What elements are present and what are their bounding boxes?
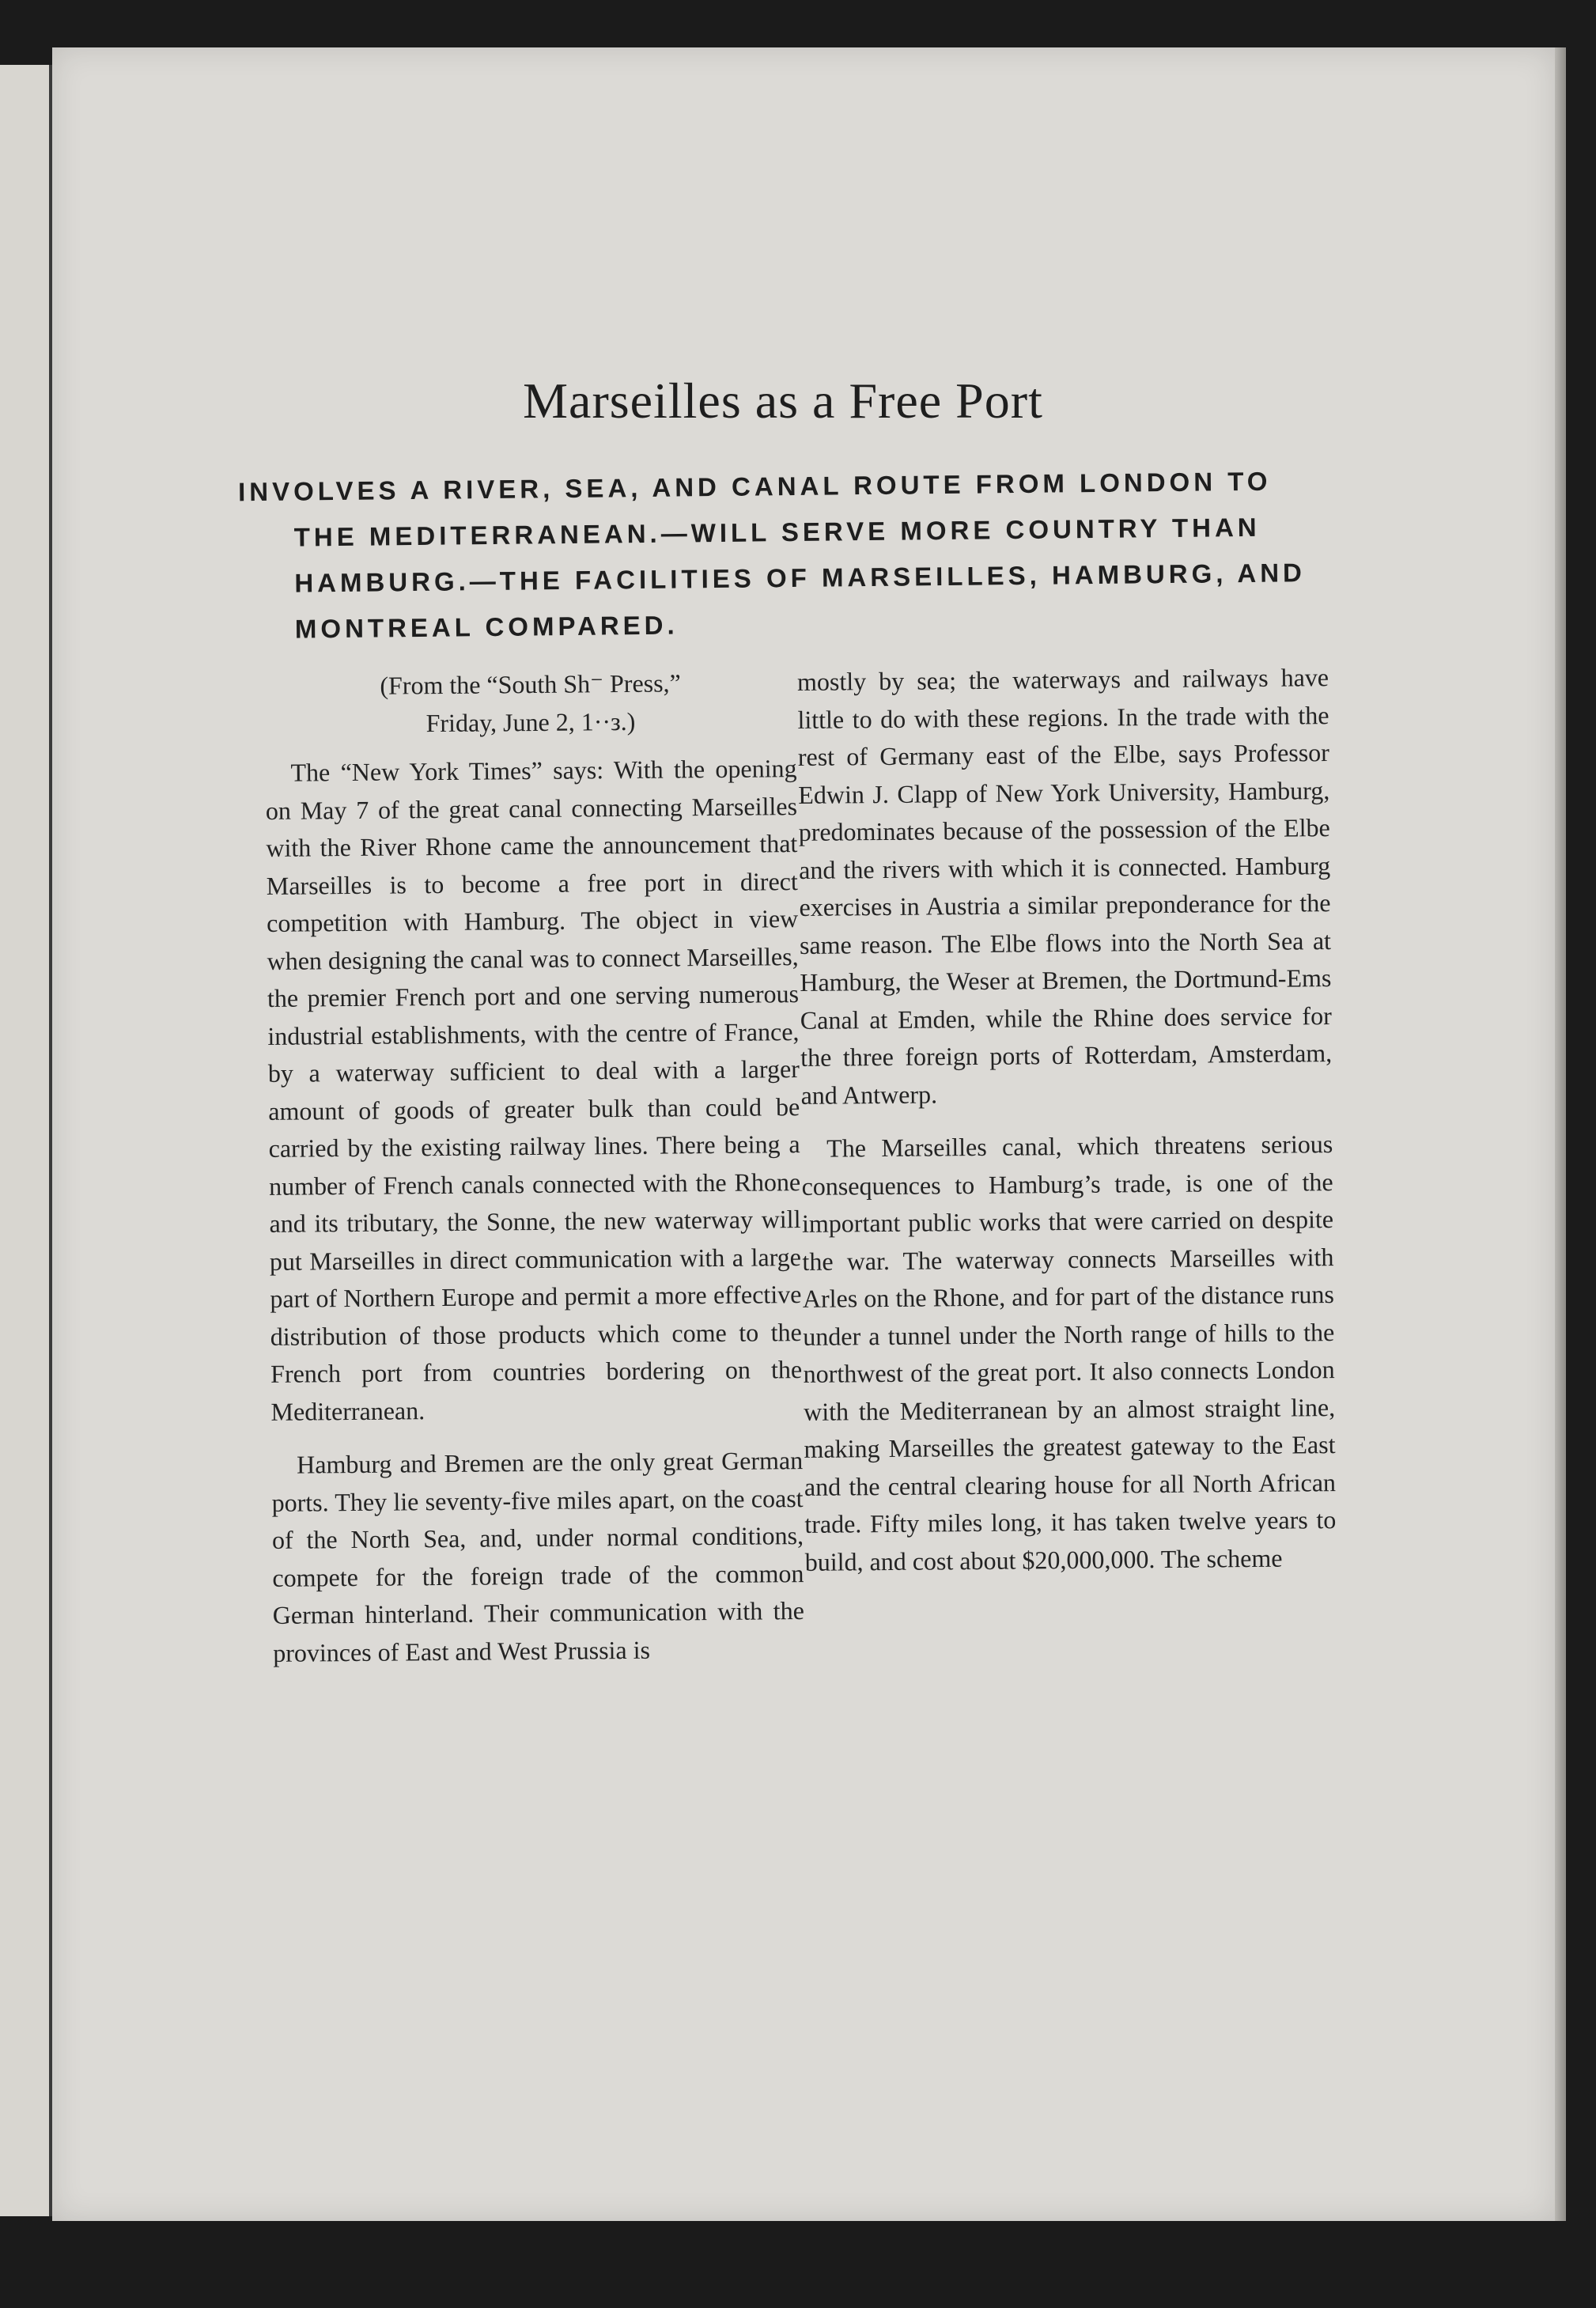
right-paragraph-1: mostly by sea; the waterways and railways have little to do with these regions. In the trade with the rest of Germany east of the Elbe, says Professor Edwin J. Clapp of New York University, Hamburg, predominates because of the possession of the Elbe and the rivers with which it is connected. Hamburg exercises in Austria a similar preponderance for the same reason. The Elbe flows into the North Sea at Hamburg, the Weser at Bremen, the Dortmund-Ems Canal at Emden, while the Rhine does service for the three foreign ports of Rotterdam, Amsterdam, and Antwerp. xyxy=(796,663,1333,1110)
subheadline-line-2: THE MEDITERRANEAN.—WILL SERVE MORE COUNTRY THAN xyxy=(293,512,1261,552)
source-line-2: Friday, June 2, 1··ᴈ.) xyxy=(425,706,636,737)
source-line-1: (From the “South Sh⁻ Press,” xyxy=(380,668,681,700)
left-column xyxy=(264,664,804,1688)
article-subheadline xyxy=(238,458,1347,653)
article-title: Marseilles as a Free Port xyxy=(523,373,1043,429)
left-paragraph-2: Hamburg and Bremen are the only great German ports. They lie seventy-five miles apart, on the coast of the North Sea, and, under normal conditions, compete for the foreign trade of the common German hinterland. Their communication with the provinces of East and West Prussia is xyxy=(271,1446,804,1667)
left-paragraph-1: The “New York Times” says: With the opening on May 7 of the great canal connecting Marseilles with the River Rhone came the announcement that Marseilles is to become a free port in direct competition with Hamburg. The object in view when designing the canal was to connect Marseilles, the premier French port and one serving numerous industrial establishments, with the centre of France, by a waterway sufficient to deal with a larger amount of goods of greater bulk than could be carried by the existing railway lines. There being a number of French canals connected with the Rhone and its tributary, the Sonne, the new waterway will put Marseilles in direct communication with a large part of Northern Europe and permit a more effective distribution of those products which come to the French port from countries bordering on the Mediterranean. xyxy=(265,754,803,1426)
subheadline-line-3: HAMBURG.—THE FACILITIES OF MARSEILLES, HAMBURG, AND xyxy=(294,558,1307,598)
right-column xyxy=(797,659,1337,1597)
subheadline-line-1: INVOLVES A RIVER, SEA, AND CANAL ROUTE FROM LONDON TO xyxy=(237,466,1272,507)
right-paragraph-2: The Marseilles canal, which threatens serious consequences to Hamburg’s trade, is one of the important public works that were carried on despite the war. The waterway connects Marseilles with Arles on the Rhone, and for part of the distance runs under a tunnel under the North range of hills to the northwest of the great port. It also connects London with the Mediterranean by an almost straight line, making Marseilles the greatest gateway to the East and the central clearing house for all North African trade. Fifty miles long, it has taken twelve years to build, and cost about $20,000,000. The scheme xyxy=(801,1129,1337,1576)
subheadline-line-4: MONTREAL COMPARED. xyxy=(294,610,679,644)
source-citation xyxy=(264,664,796,743)
